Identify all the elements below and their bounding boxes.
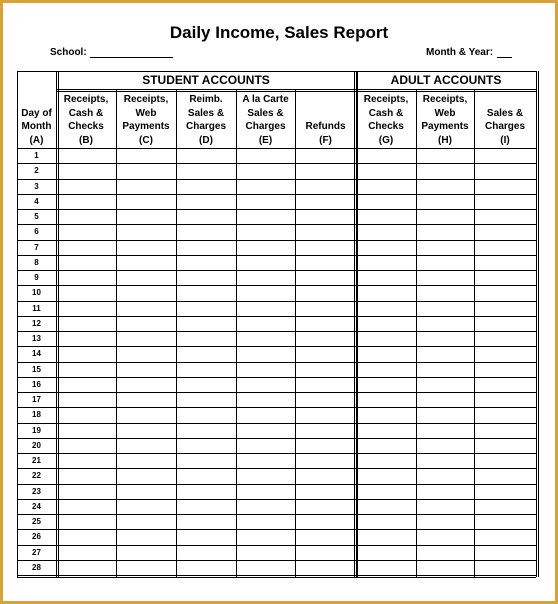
entry-cell[interactable]	[57, 454, 115, 467]
entry-cell[interactable]	[357, 439, 415, 452]
entry-cell[interactable]	[237, 546, 294, 559]
entry-cell[interactable]	[117, 378, 175, 391]
entry-cell[interactable]	[117, 454, 175, 467]
entry-cell[interactable]	[177, 378, 235, 391]
entry-cell[interactable]	[296, 149, 355, 162]
entry-cell[interactable]	[357, 210, 415, 223]
entry-cell[interactable]	[296, 546, 355, 559]
entry-cell[interactable]	[237, 454, 294, 467]
entry-cell[interactable]	[296, 347, 355, 360]
entry-cell[interactable]	[237, 317, 294, 330]
entry-cell[interactable]	[417, 393, 473, 406]
entry-cell[interactable]	[237, 378, 294, 391]
entry-cell[interactable]	[417, 454, 473, 467]
entry-cell[interactable]	[57, 256, 115, 269]
entry-cell[interactable]	[57, 363, 115, 376]
entry-cell[interactable]	[296, 195, 355, 208]
entry-cell[interactable]	[177, 225, 235, 238]
entry-cell[interactable]	[57, 546, 115, 559]
entry-cell[interactable]	[417, 180, 473, 193]
day-label: 23	[32, 486, 41, 496]
entry-cell[interactable]	[177, 164, 235, 177]
entry-cell[interactable]	[177, 515, 235, 528]
entry-cell[interactable]	[177, 561, 235, 574]
entry-cell[interactable]	[296, 302, 355, 315]
entry-cell[interactable]	[475, 424, 535, 437]
entry-cell[interactable]	[296, 317, 355, 330]
entry-cell[interactable]	[357, 225, 415, 238]
day-label: 27	[32, 547, 41, 557]
entry-cell[interactable]	[357, 530, 415, 543]
entry-cell[interactable]	[296, 180, 355, 193]
entry-cell[interactable]	[117, 149, 175, 162]
entry-cell[interactable]	[57, 408, 115, 421]
entry-cell[interactable]	[117, 469, 175, 482]
entry-cell[interactable]	[417, 195, 473, 208]
entry-cell[interactable]	[296, 271, 355, 284]
entry-cell[interactable]	[117, 515, 175, 528]
entry-cell[interactable]	[177, 347, 235, 360]
entry-cell[interactable]	[57, 485, 115, 498]
entry-cell[interactable]	[475, 317, 535, 330]
entry-cell[interactable]	[117, 256, 175, 269]
entry-cell[interactable]	[57, 271, 115, 284]
entry-cell[interactable]	[237, 408, 294, 421]
entry-cell[interactable]	[475, 332, 535, 345]
entry-cell[interactable]	[417, 149, 473, 162]
entry-cell[interactable]	[117, 561, 175, 574]
entry-cell[interactable]	[57, 241, 115, 254]
entry-cell[interactable]	[296, 439, 355, 452]
entry-cell[interactable]	[475, 439, 535, 452]
entry-cell[interactable]	[177, 500, 235, 513]
entry-cell[interactable]	[177, 149, 235, 162]
entry-cell[interactable]	[117, 210, 175, 223]
entry-cell[interactable]	[296, 332, 355, 345]
entry-cell[interactable]	[357, 393, 415, 406]
entry-cell[interactable]	[475, 302, 535, 315]
entry-cell[interactable]	[296, 500, 355, 513]
entry-cell[interactable]	[117, 530, 175, 543]
page-title: Daily Income, Sales Report	[169, 23, 389, 42]
entry-cell[interactable]	[237, 393, 294, 406]
entry-cell[interactable]	[417, 241, 473, 254]
entry-cell[interactable]	[57, 561, 115, 574]
entry-cell[interactable]	[475, 378, 535, 391]
entry-cell[interactable]	[417, 530, 473, 543]
entry-cell[interactable]	[296, 363, 355, 376]
entry-cell[interactable]	[237, 180, 294, 193]
column-header-3: Receipts, Web Payments (C)	[122, 94, 170, 146]
entry-cell[interactable]	[117, 195, 175, 208]
entry-cell[interactable]	[237, 363, 294, 376]
group-header-adult: ADULT ACCOUNTS	[390, 73, 502, 87]
entry-cell[interactable]	[357, 195, 415, 208]
day-label: 6	[34, 227, 39, 237]
entry-cell[interactable]	[237, 195, 294, 208]
entry-cell[interactable]	[417, 515, 473, 528]
day-label: 10	[32, 288, 41, 298]
entry-cell[interactable]	[357, 454, 415, 467]
entry-cell[interactable]	[475, 500, 535, 513]
entry-cell[interactable]	[417, 317, 473, 330]
entry-cell[interactable]	[237, 515, 294, 528]
day-label: 20	[32, 440, 41, 450]
entry-cell[interactable]	[177, 363, 235, 376]
entry-cell[interactable]	[237, 225, 294, 238]
day-label: 21	[32, 456, 41, 465]
table-border-bottom	[17, 575, 536, 576]
entry-cell[interactable]	[57, 469, 115, 482]
day-label: 22	[32, 471, 41, 481]
entry-cell[interactable]	[117, 485, 175, 498]
entry-cell[interactable]	[57, 378, 115, 391]
column-header-1: Day of Month (A)	[21, 107, 52, 146]
entry-cell[interactable]	[117, 180, 175, 193]
entry-cell[interactable]	[475, 180, 535, 193]
entry-cell[interactable]	[177, 439, 235, 452]
day-label: 19	[32, 425, 41, 435]
entry-cell[interactable]	[357, 180, 415, 193]
entry-cell[interactable]	[117, 347, 175, 360]
entry-cell[interactable]	[57, 347, 115, 360]
entry-cell[interactable]	[357, 363, 415, 376]
entry-cell[interactable]	[417, 210, 473, 223]
entry-cell[interactable]	[296, 561, 355, 574]
day-label: 14	[32, 349, 41, 359]
entry-cell[interactable]	[237, 561, 294, 574]
entry-cell[interactable]	[177, 256, 235, 269]
day-label: 11	[32, 303, 41, 313]
entry-cell[interactable]	[237, 149, 294, 162]
entry-cell[interactable]	[475, 256, 535, 269]
entry-cell[interactable]	[57, 210, 115, 223]
entry-cell[interactable]	[417, 286, 473, 299]
entry-cell[interactable]	[177, 180, 235, 193]
entry-cell[interactable]	[475, 408, 535, 421]
day-label: 1	[34, 151, 39, 160]
entry-cell[interactable]	[475, 393, 535, 406]
entry-cell[interactable]	[357, 302, 415, 315]
entry-cell[interactable]	[117, 241, 175, 254]
entry-cell[interactable]	[237, 485, 294, 498]
entry-cell[interactable]	[357, 515, 415, 528]
entry-cell[interactable]	[357, 378, 415, 391]
entry-cell[interactable]	[475, 363, 535, 376]
entry-cell[interactable]	[237, 302, 294, 315]
entry-cell[interactable]	[57, 225, 115, 238]
entry-cell[interactable]	[475, 195, 535, 208]
entry-cell[interactable]	[237, 530, 294, 543]
entry-cell[interactable]	[177, 241, 235, 254]
entry-cell[interactable]	[296, 515, 355, 528]
entry-cell[interactable]	[296, 469, 355, 482]
entry-cell[interactable]	[417, 256, 473, 269]
entry-cell[interactable]	[296, 454, 355, 467]
entry-cell[interactable]	[117, 332, 175, 345]
entry-cell[interactable]	[475, 561, 535, 574]
entry-cell[interactable]	[177, 469, 235, 482]
table-border-bottom-2	[17, 577, 536, 578]
entry-cell[interactable]	[177, 485, 235, 498]
column-header-8: Receipts, Web Payments (H)	[421, 94, 469, 146]
entry-cell[interactable]	[177, 332, 235, 345]
entry-cell[interactable]	[296, 256, 355, 269]
entry-cell[interactable]	[357, 546, 415, 559]
entry-cell[interactable]	[237, 347, 294, 360]
entry-cell[interactable]	[57, 500, 115, 513]
entry-cell[interactable]	[177, 271, 235, 284]
entry-cell[interactable]	[417, 363, 473, 376]
month-year-label: Month & Year:	[426, 47, 494, 58]
day-label: 25	[32, 517, 41, 526]
entry-cell[interactable]	[475, 530, 535, 543]
entry-cell[interactable]	[296, 424, 355, 437]
entry-cell[interactable]	[57, 317, 115, 330]
entry-cell[interactable]	[357, 241, 415, 254]
entry-cell[interactable]	[475, 225, 535, 238]
column-header-7: Receipts, Cash & Checks (G)	[363, 94, 409, 146]
entry-cell[interactable]	[237, 500, 294, 513]
entry-cell[interactable]	[177, 286, 235, 299]
entry-cell[interactable]	[475, 271, 535, 284]
entry-cell[interactable]	[296, 241, 355, 254]
entry-cell[interactable]	[417, 332, 473, 345]
entry-cell[interactable]	[57, 180, 115, 193]
day-label: 24	[32, 501, 41, 511]
entry-cell[interactable]	[296, 286, 355, 299]
entry-cell[interactable]	[177, 317, 235, 330]
entry-cell[interactable]	[357, 164, 415, 177]
entry-cell[interactable]	[237, 332, 294, 345]
entry-cell[interactable]	[237, 469, 294, 482]
entry-cell[interactable]	[475, 164, 535, 177]
day-label: 18	[32, 410, 41, 420]
entry-cell[interactable]	[117, 286, 175, 299]
entry-cell[interactable]	[177, 302, 235, 315]
entry-cell[interactable]	[57, 164, 115, 177]
column-header-4: Reimb. Sales & Charges (D)	[185, 94, 226, 146]
entry-cell[interactable]	[417, 271, 473, 284]
entry-cell[interactable]	[475, 347, 535, 360]
entry-cell[interactable]	[57, 530, 115, 543]
day-label: 8	[34, 257, 39, 267]
day-label: 5	[34, 212, 39, 221]
day-label: 9	[34, 273, 39, 282]
entry-cell[interactable]	[296, 378, 355, 391]
entry-cell[interactable]	[357, 561, 415, 574]
day-label: 15	[32, 364, 41, 374]
entry-cell[interactable]	[417, 485, 473, 498]
entry-cell[interactable]	[296, 485, 355, 498]
school-label: School:	[50, 47, 87, 58]
entry-cell[interactable]	[57, 332, 115, 345]
entry-cell[interactable]	[357, 347, 415, 360]
entry-cell[interactable]	[417, 500, 473, 513]
entry-cell[interactable]	[296, 408, 355, 421]
entry-cell[interactable]	[237, 271, 294, 284]
entry-cell[interactable]	[357, 485, 415, 498]
entry-cell[interactable]	[475, 286, 535, 299]
entry-cell[interactable]	[177, 393, 235, 406]
entry-cell[interactable]	[57, 424, 115, 437]
entry-cell[interactable]	[237, 424, 294, 437]
entry-cell[interactable]	[296, 393, 355, 406]
column-header-6: Refunds (F)	[305, 121, 346, 146]
entry-cell[interactable]	[357, 332, 415, 345]
entry-cell[interactable]	[475, 149, 535, 162]
entry-cell[interactable]	[117, 363, 175, 376]
day-label: 13	[32, 334, 41, 343]
entry-cell[interactable]	[117, 317, 175, 330]
entry-cell[interactable]	[357, 256, 415, 269]
entry-cell[interactable]	[117, 302, 175, 315]
entry-cell[interactable]	[117, 164, 175, 177]
entry-cell[interactable]	[117, 439, 175, 452]
entry-cell[interactable]	[417, 439, 473, 452]
day-label: 16	[32, 379, 41, 389]
entry-cell[interactable]	[357, 271, 415, 284]
day-label: 3	[34, 181, 39, 191]
entry-cell[interactable]	[117, 271, 175, 284]
entry-cell[interactable]	[117, 393, 175, 406]
entry-cell[interactable]	[57, 393, 115, 406]
entry-cell[interactable]	[475, 469, 535, 482]
entry-cell[interactable]	[177, 530, 235, 543]
entry-cell[interactable]	[117, 225, 175, 238]
entry-cell[interactable]	[417, 164, 473, 177]
entry-cell[interactable]	[417, 424, 473, 437]
entry-cell[interactable]	[475, 546, 535, 559]
table-border-right-2	[538, 71, 539, 577]
day-label: 26	[32, 532, 41, 542]
entry-cell[interactable]	[296, 210, 355, 223]
entry-cell[interactable]	[417, 561, 473, 574]
entry-cell[interactable]	[237, 439, 294, 452]
entry-cell[interactable]	[177, 210, 235, 223]
entry-cell[interactable]	[296, 530, 355, 543]
entry-cell[interactable]	[475, 515, 535, 528]
entry-cell[interactable]	[57, 195, 115, 208]
entry-cell[interactable]	[57, 149, 115, 162]
entry-cell[interactable]	[357, 424, 415, 437]
entry-cell[interactable]	[475, 454, 535, 467]
entry-cell[interactable]	[237, 164, 294, 177]
entry-cell[interactable]	[177, 424, 235, 437]
day-label: 17	[32, 395, 41, 404]
entry-cell[interactable]	[117, 500, 175, 513]
column-divider	[536, 71, 537, 577]
group-header-rule	[56, 89, 536, 90]
day-label: 28	[32, 562, 41, 572]
day-label: 12	[32, 318, 41, 328]
entry-cell[interactable]	[117, 408, 175, 421]
entry-cell[interactable]	[237, 210, 294, 223]
day-label: 7	[34, 242, 39, 252]
entry-cell[interactable]	[57, 286, 115, 299]
entry-cell[interactable]	[417, 225, 473, 238]
entry-cell[interactable]	[177, 408, 235, 421]
entry-cell[interactable]	[357, 500, 415, 513]
entry-cell[interactable]	[417, 546, 473, 559]
entry-cell[interactable]	[177, 546, 235, 559]
entry-cell[interactable]	[417, 378, 473, 391]
entry-cell[interactable]	[296, 164, 355, 177]
entry-cell[interactable]	[237, 241, 294, 254]
day-label: 4	[34, 196, 39, 206]
entry-cell[interactable]	[117, 546, 175, 559]
entry-cell[interactable]	[475, 210, 535, 223]
entry-cell[interactable]	[117, 424, 175, 437]
entry-cell[interactable]	[357, 286, 415, 299]
entry-cell[interactable]	[177, 454, 235, 467]
column-header-9: Sales & Charges (I)	[484, 107, 525, 146]
entry-cell[interactable]	[357, 408, 415, 421]
entry-cell[interactable]	[177, 195, 235, 208]
entry-cell[interactable]	[417, 408, 473, 421]
entry-cell[interactable]	[417, 347, 473, 360]
entry-cell[interactable]	[357, 317, 415, 330]
entry-cell[interactable]	[57, 439, 115, 452]
entry-cell[interactable]	[417, 469, 473, 482]
group-header-student: STUDENT ACCOUNTS	[142, 73, 270, 87]
column-header-2: Receipts, Cash & Checks (B)	[63, 94, 109, 146]
column-header-5: A la Carte Sales & Charges (E)	[242, 94, 289, 146]
entry-cell[interactable]	[237, 256, 294, 269]
entry-cell[interactable]	[357, 469, 415, 482]
entry-cell[interactable]	[237, 286, 294, 299]
entry-cell[interactable]	[57, 515, 115, 528]
entry-cell[interactable]	[57, 302, 115, 315]
entry-cell[interactable]	[357, 149, 415, 162]
entry-cell[interactable]	[417, 302, 473, 315]
entry-cell[interactable]	[296, 225, 355, 238]
day-label: 2	[34, 166, 39, 176]
entry-cell[interactable]	[475, 241, 535, 254]
entry-cell[interactable]	[475, 485, 535, 498]
